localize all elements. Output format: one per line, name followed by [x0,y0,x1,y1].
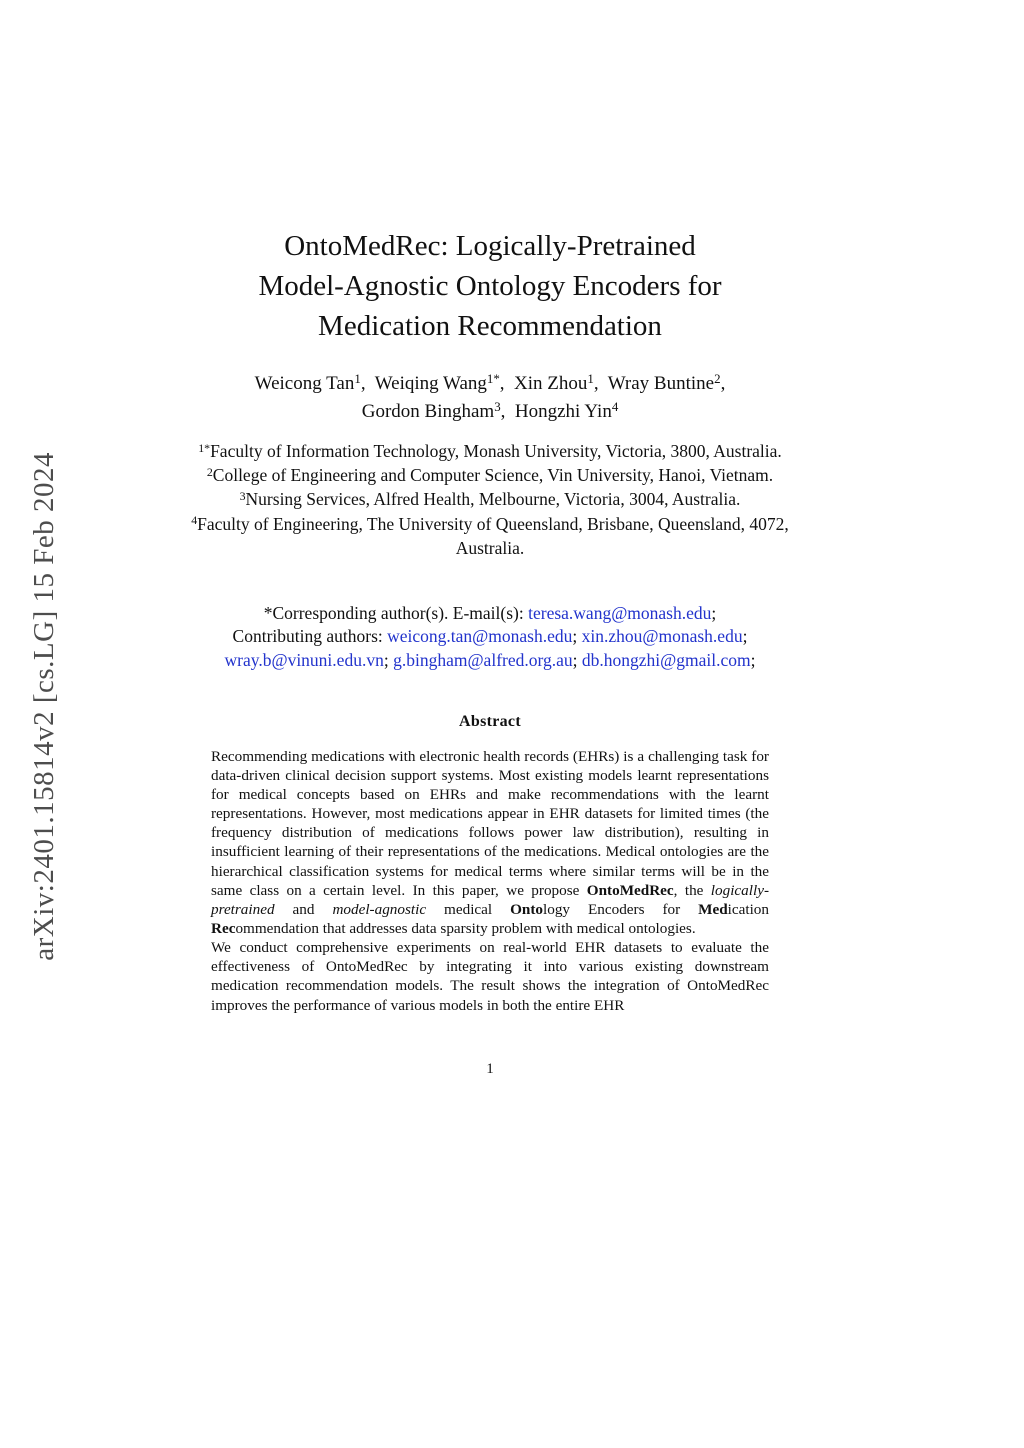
text-run: 1 [354,371,361,387]
text-run: ; [572,626,582,647]
affiliation-list [190,439,790,560]
text-run: Onto [510,900,544,918]
abstract-paragraph [211,747,769,938]
text-run: Faculty of Information Technology, Monash University, Victoria, 3800, Australia. [210,441,782,462]
author-list [190,370,790,425]
text-run: 3 [494,398,501,414]
text-run: 1* [198,440,211,455]
text-run: , Xin Zhou [499,373,588,395]
text-run: model-agnostic [332,900,427,918]
contact-emails [190,602,790,673]
affiliation [190,487,790,511]
email-link[interactable]: xin.zhou@monash.edu [581,626,743,647]
text-run: Med [698,900,728,918]
text-run: Rec [211,919,236,937]
paper-title-line: Medication Recommendation [318,310,662,343]
abstract-section [190,713,790,1015]
text-run: Recommending medications with electronic health records (EHRs) is a challenging task for data-driven clinical decision support systems. Most existing models learnt representations for medical concepts based on EHRs and make recommendations with the learnt representations. However, most medications appear in EHR datasets for limited times (the frequency distribution of medications follows power law distribution), resulting in insufficient learning of their representations of the medications. Medical ontologies are the hierarchical classification systems for medical terms where similar terms will be in the same class on a certain level. In this paper, we propose [211,747,769,899]
text-run: , Weiqing Wang [360,373,487,395]
text-run: 2 [206,464,213,479]
text-run: Weicong Tan [254,373,355,395]
text-run: ; [742,626,748,647]
affiliation [190,463,790,487]
text-run: 3 [239,489,246,504]
text-run: ommendation that addresses data sparsity problem with medical ontologies. [235,919,696,937]
text-run: 1 [587,371,594,387]
text-run: ; [572,650,582,671]
text-run: 2 [714,371,721,387]
email-link[interactable]: teresa.wang@monash.edu [528,602,712,623]
email-link[interactable]: db.hongzhi@gmail.com [581,650,751,671]
text-run: medical [426,900,511,918]
arxiv-watermark: arXiv:2401.15814v2 [cs.LG] 15 Feb 2024 [28,452,60,961]
email-link[interactable]: g.bingham@alfred.org.au [393,650,573,671]
contributing-authors-line [190,625,790,649]
abstract-paragraph [211,938,769,1015]
text-run: Contributing authors: [232,626,388,647]
email-link[interactable]: weicong.tan@monash.edu [387,626,573,647]
text-run: 1* [486,371,500,387]
text-run: Faculty of Engineering, The University of Queensland, Brisbane, Queensland, 4072, Australia. [197,513,789,558]
author-line [190,370,790,398]
affiliation [190,439,790,463]
text-run: , [720,373,726,395]
text-run: We conduct comprehensive experiments on real-world EHR datasets to evaluate the effectiveness of OntoMedRec by integrating it into various existing downstream medication recommendation models. The result shows the integration of OntoMedRec improves the performance of various models in both the entire EHR [211,939,769,1014]
text-run: , Wray Buntine [593,373,715,395]
text-run: ; [383,650,394,671]
text-run: College of Engineering and Computer Science, Vin University, Hanoi, Vietnam. [212,465,774,486]
paper-title-line: Model-Agnostic Ontology Encoders for [258,270,722,303]
page-number: 1 [486,1060,494,1077]
abstract-heading: Abstract [459,712,521,730]
affiliation [190,512,790,560]
text-run: logy Encoders for [543,900,699,918]
text-run: OntoMedRec [586,881,674,899]
text-run: *Corresponding author(s). E-mail(s): [263,602,529,623]
contributing-authors-line [190,649,790,673]
paper-title-line: OntoMedRec: Logically-Pretrained [284,230,696,262]
text-run: , the [673,881,711,899]
corresponding-author-line [190,602,790,626]
text-run: Gordon Bingham [361,400,495,422]
paper-content-column [190,0,790,1078]
email-link[interactable]: wray.b@vinuni.edu.vn [224,650,384,671]
text-run: , Hongzhi Yin [500,400,612,422]
paper-title [190,226,790,346]
text-run: 4 [191,513,198,528]
author-line [190,398,790,426]
text-run: Nursing Services, Alfred Health, Melbourne, Victoria, 3004, Australia. [245,489,741,510]
text-run: ; [711,602,717,623]
text-run: logically-pretrained [211,881,769,918]
text-run: ; [750,650,756,671]
text-run: 4 [611,398,619,414]
text-run: and [274,900,333,918]
text-run: ication [727,900,769,918]
